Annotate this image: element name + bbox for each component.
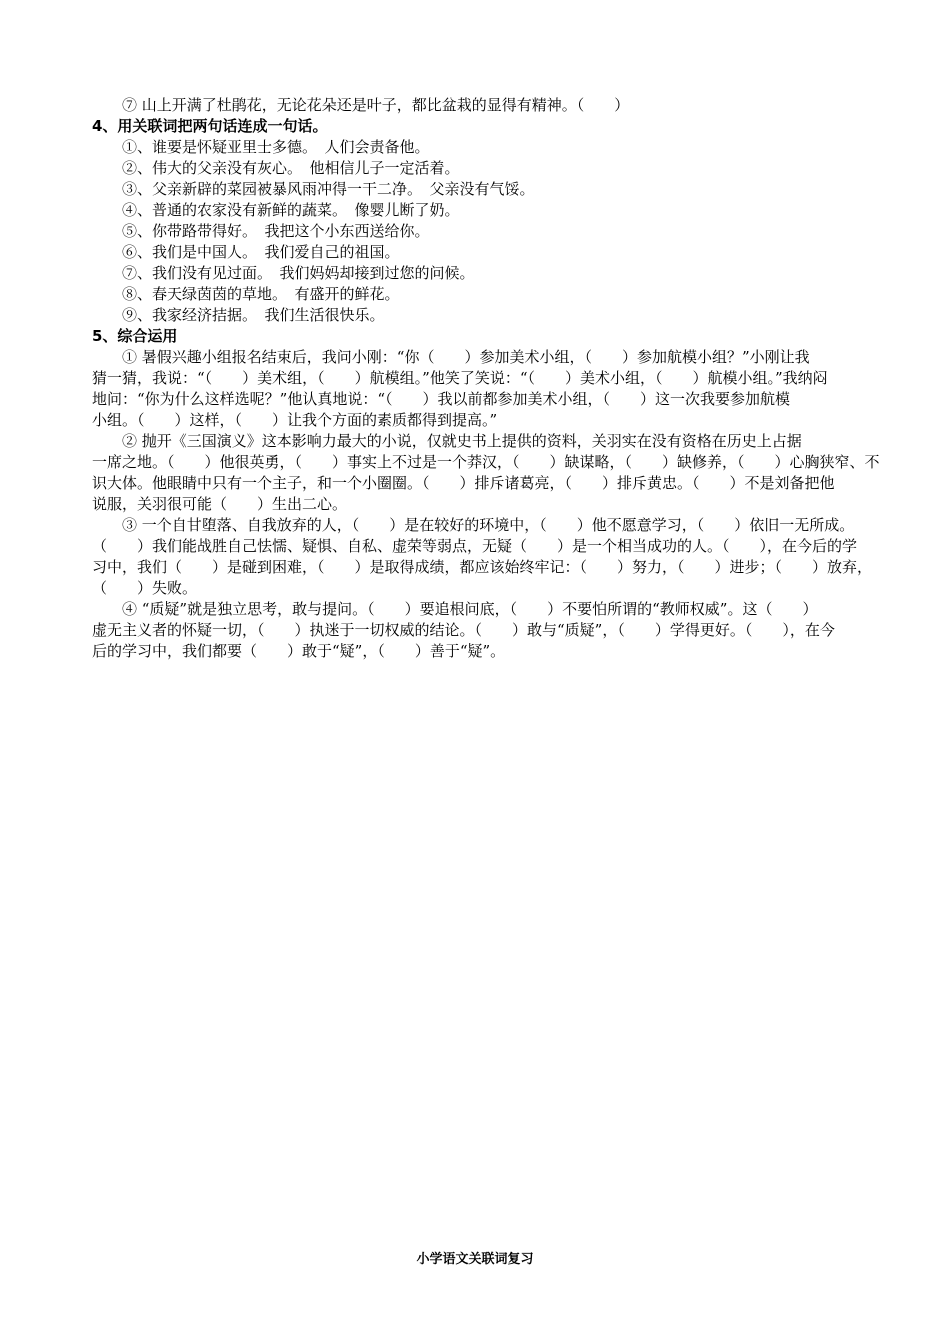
list-item: ③、父亲新辟的菜园被暴风雨冲得一干二净。 父亲没有气馁。 — [122, 180, 535, 198]
exercise-paragraph-4 — [92, 599, 870, 662]
list-item: ⑤、你带路带得好。 我把这个小东西送给你。 — [122, 222, 430, 240]
section-5-heading: 5、综合运用 — [92, 327, 178, 345]
paragraph-line: 后的学习中，我们都要（ ）敢于“疑”，（ ）善于“疑”。 — [92, 642, 506, 660]
list-item: ⑦、我们没有见过面。 我们妈妈却接到过您的问候。 — [122, 264, 475, 282]
exercise-paragraph-1 — [92, 347, 870, 431]
paragraph-line: 习中，我们（ ）是碰到困难，（ ）是取得成绩，都应该始终牢记：（ ）努力，（ ）进步；（ ）放弃， — [92, 558, 873, 576]
paragraph-line: ③ 一个自甘堕落、自我放弃的人，（ ）是在较好的环境中，（ ）他不愿意学习，（ ）依旧一无所成。 — [122, 516, 855, 534]
list-item: ②、伟大的父亲没有灰心。 他相信儿子一定活着。 — [122, 159, 460, 177]
list-item: ①、谁要是怀疑亚里士多德。 人们会责备他。 — [122, 138, 430, 156]
list-item: ⑨、我家经济拮据。 我们生活很快乐。 — [122, 306, 385, 324]
question-7: ⑦ 山上开满了杜鹃花，无论花朵还是叶子，都比盆栽的显得有精神。（ ） — [122, 96, 630, 114]
section-4-heading: 4、用关联词把两句话连成一句话。 — [92, 117, 328, 135]
list-item: ④、普通的农家没有新鲜的蔬菜。 像婴儿断了奶。 — [122, 201, 460, 219]
list-item: ⑥、我们是中国人。 我们爱自己的祖国。 — [122, 243, 400, 261]
paragraph-line: 虚无主义者的怀疑一切，（ ）执迷于一切权威的结论。（ ）敢与“质疑”，（ ）学得更好。（ ），在今 — [92, 621, 835, 639]
paragraph-line: 小组。（ ）这样，（ ）让我个方面的素质都得到提高。” — [92, 411, 498, 429]
paragraph-line: 一席之地。（ ）他很英勇，（ ）事实上不过是一个莽汉，（ ）缺谋略，（ ）缺修养，（ ）心胸狭窄、不 — [92, 453, 880, 471]
list-item: ⑧、春天绿茵茵的草地。 有盛开的鲜花。 — [122, 285, 400, 303]
paragraph-line: 识大体。他眼睛中只有一个主子，和一个小圈圈。（ ）排斥诸葛亮，（ ）排斥黄忠。（ ）不是刘备把他 — [92, 474, 835, 492]
paragraph-line: （ ）失败。 — [92, 579, 198, 597]
paragraph-line: （ ）我们能战胜自己怯懦、疑惧、自私、虚荣等弱点，无疑（ ）是一个相当成功的人。（ ），在今后的学 — [92, 537, 858, 555]
paragraph-line: ② 抛开《三国演义》这本影响力最大的小说，仅就史书上提供的资料，关羽实在没有资格在历史上占据 — [122, 432, 802, 450]
paragraph-line: ① 暑假兴趣小组报名结束后，我问小刚：“你（ ）参加美术小组，（ ）参加航模小组？”小刚让我 — [122, 348, 810, 366]
paragraph-line: 猜一猜，我说：“（ ）美术组，（ ）航模组。”他笑了笑说：“（ ）美术小组，（ ）航模小组。”我纳闷 — [92, 369, 828, 387]
page-footer: 小学语文关联词复习 — [416, 1252, 534, 1267]
exercise-paragraph-3 — [92, 515, 873, 599]
paragraph-line: 地问：“你为什么这样选呢？”他认真地说：“（ ）我以前都参加美术小组，（ ）这一次我要参加航模 — [92, 390, 791, 408]
document-body — [92, 95, 880, 662]
paragraph-line: 说服，关羽很可能（ ）生出二心。 — [92, 495, 348, 513]
paragraph-line: ④ “质疑”就是独立思考，敢与提问。（ ）要追根问底，（ ）不要怕所谓的“教师权威”。这（ ） — [122, 600, 818, 618]
section-4-list — [92, 137, 870, 326]
exercise-paragraph-2 — [92, 431, 880, 515]
